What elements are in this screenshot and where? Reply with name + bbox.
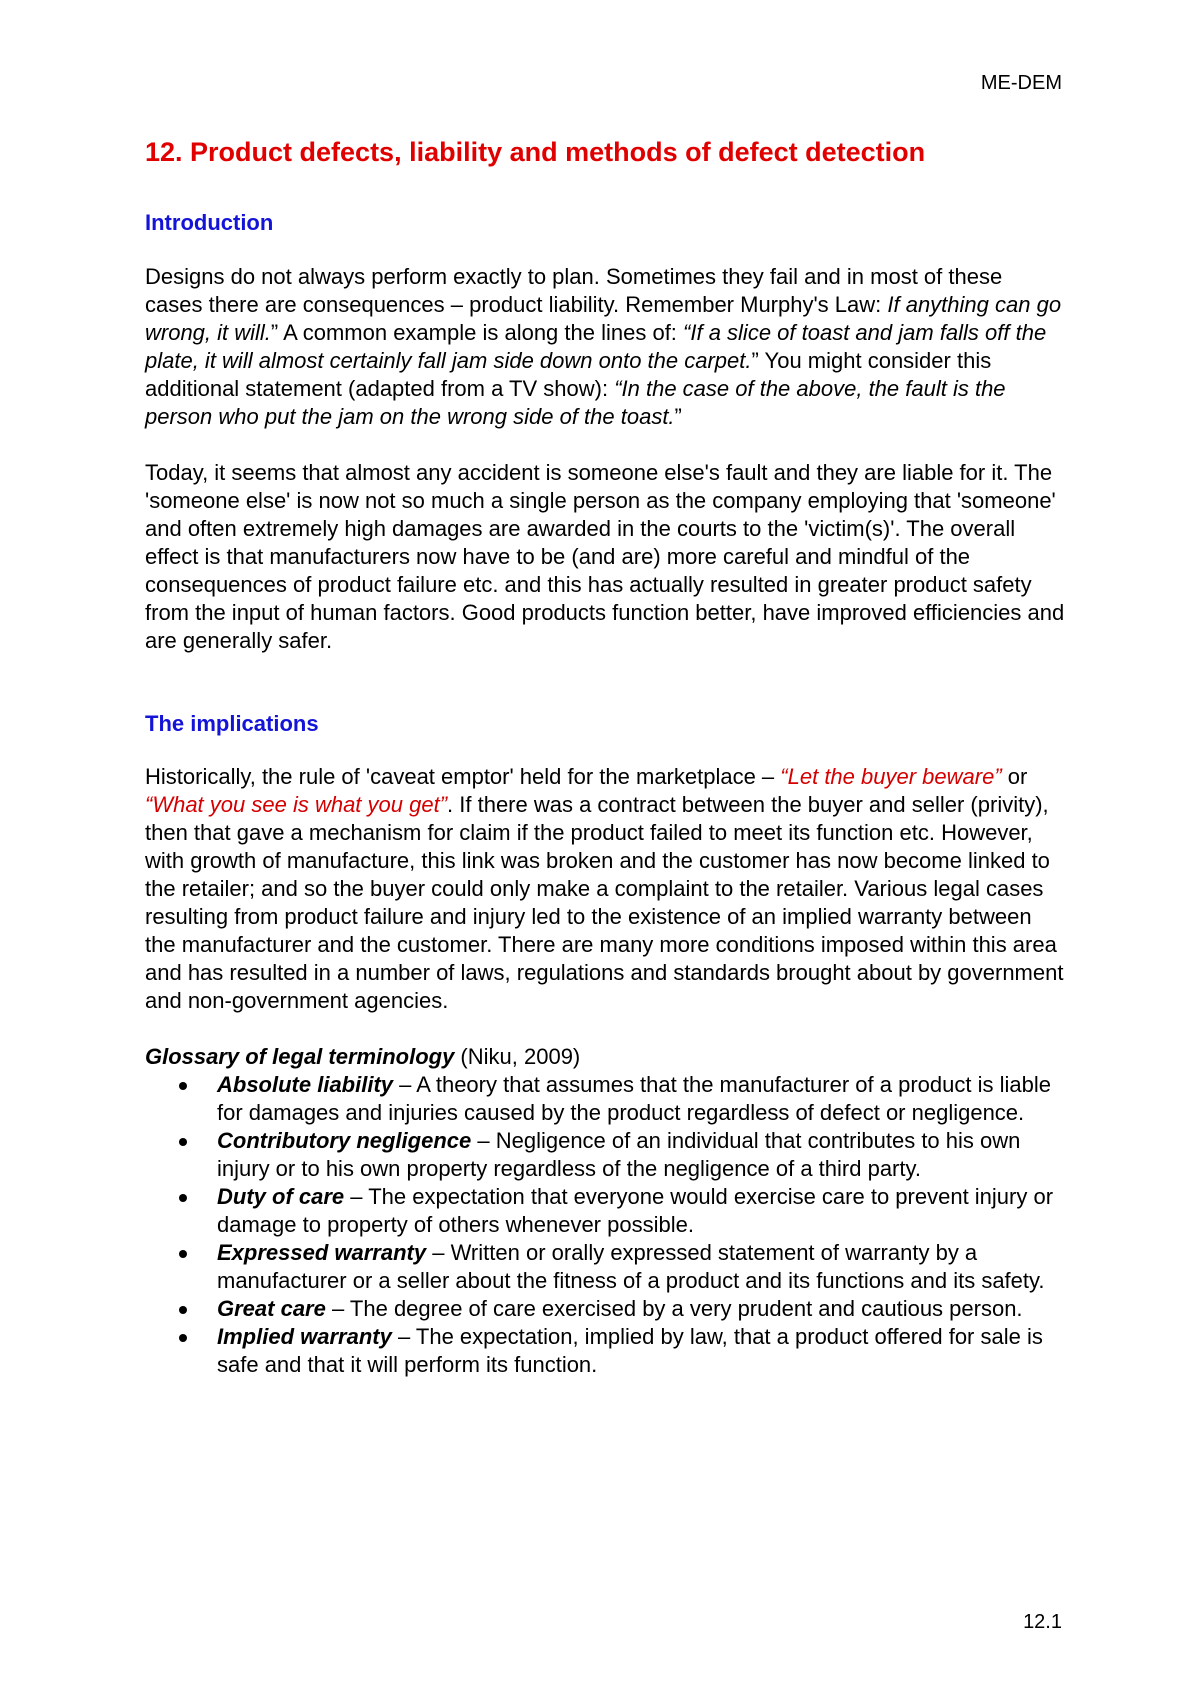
glossary-term: Expressed warranty — [217, 1240, 427, 1266]
glossary-title: Glossary of legal terminology — [145, 1044, 455, 1070]
text-run: Historically, the rule of 'caveat emptor' held for the marketplace – — [145, 764, 781, 790]
section-heading-implications: The implications — [145, 710, 319, 736]
glossary-citation: (Niku, 2009) — [454, 1044, 581, 1070]
glossary-definition: – The expectation that everyone would exercise care to prevent injury or damage to property of others whenever possible. — [217, 1184, 1054, 1238]
text-run: ” A common example is along the lines of: — [270, 319, 684, 345]
glossary-item — [217, 1183, 1065, 1239]
glossary-item — [217, 1127, 1065, 1183]
introduction-paragraph-2: Today, it seems that almost any accident is someone else's fault and they are liable for it. The 'someone else' is now not so much a single person as the company employing that 'someone' and often extremely high damages are awarded in the courts to the 'victim(s)'. The overall effect is that manufacturers now have to be (and are) more careful and mindful of the consequences of product failure etc. and this has actually resulted in greater product safety from the input of human factors. Good products function better, have improved efficiencies and are generally safer. — [145, 459, 1065, 653]
glossary-term: Implied warranty — [217, 1324, 392, 1350]
introduction-paragraph-1 — [145, 263, 1065, 431]
glossary-item — [217, 1323, 1065, 1379]
page-content — [145, 136, 1065, 1379]
header-code: ME-DEM — [980, 72, 1062, 94]
italic-quote: “In the case of the above, the fault is the person who put the jam on the wrong side of the toast. — [145, 375, 1006, 429]
glossary-item — [217, 1295, 1065, 1323]
red-italic-quote: “Let the buyer beware” — [780, 764, 1002, 790]
text-run: or — [1001, 764, 1028, 790]
glossary-definition: – The degree of care exercised by a very prudent and cautious person. — [325, 1296, 1023, 1322]
glossary-heading — [145, 1043, 1065, 1071]
glossary-term: Absolute liability — [217, 1072, 394, 1098]
text-run: ” — [674, 403, 682, 429]
glossary-definition: – The expectation, implied by law, that a product offered for sale is safe and that it will perform its function. — [217, 1324, 1043, 1378]
glossary-term: Great care — [217, 1296, 326, 1322]
section-heading-introduction: Introduction — [145, 210, 274, 236]
text-run: Designs do not always perform exactly to plan. Sometimes they fail and in most of these cases there are consequences – product liability. Remember Murphy's Law: — [145, 263, 1003, 317]
glossary-definition: – Written or orally expressed statement of warranty by a manufacturer or a seller about the fitness of a product and its functions and its safety. — [217, 1240, 1045, 1294]
page-title: 12. Product defects, liability and methods of defect detection — [145, 137, 926, 167]
glossary-item — [217, 1071, 1065, 1127]
glossary-list — [145, 1071, 1065, 1379]
italic-quote: “If a slice of toast and jam falls off the plate, it will almost certainly fall jam side down onto the carpet. — [145, 319, 1047, 373]
page-number: 12.1 — [1023, 1611, 1062, 1633]
glossary-item — [217, 1239, 1065, 1295]
glossary-definition: – A theory that assumes that the manufacturer of a product is liable for damages and injuries caused by the product regardless of defect or negligence. — [217, 1072, 1051, 1126]
implications-paragraph — [145, 763, 1065, 1015]
text-run: . If there was a contract between the buyer and seller (privity), then that gave a mechanism for claim if the product failed to meet its function etc. However, with growth of manufacture, this link was broken and the customer has now become linked to the retailer; and so the buyer could only make a complaint to the retailer. Various legal cases resulting from product failure and injury led to the existence of an implied warranty between the manufacturer and the customer. There are many more conditions imposed within this area and has resulted in a number of laws, regulations and standards brought about by government and non-government agencies. — [145, 792, 1064, 1014]
glossary-term: Duty of care — [217, 1184, 345, 1210]
red-italic-quote: “What you see is what you get” — [145, 792, 448, 818]
glossary-definition: – Negligence of an individual that contributes to his own injury or to his own property regardless of the negligence of a third party. — [217, 1128, 1021, 1182]
glossary-term: Contributory negligence — [217, 1128, 472, 1154]
italic-quote: If anything can go wrong, it will. — [145, 291, 1062, 345]
text-run: ” You might consider this additional statement (adapted from a TV show): — [145, 347, 992, 401]
